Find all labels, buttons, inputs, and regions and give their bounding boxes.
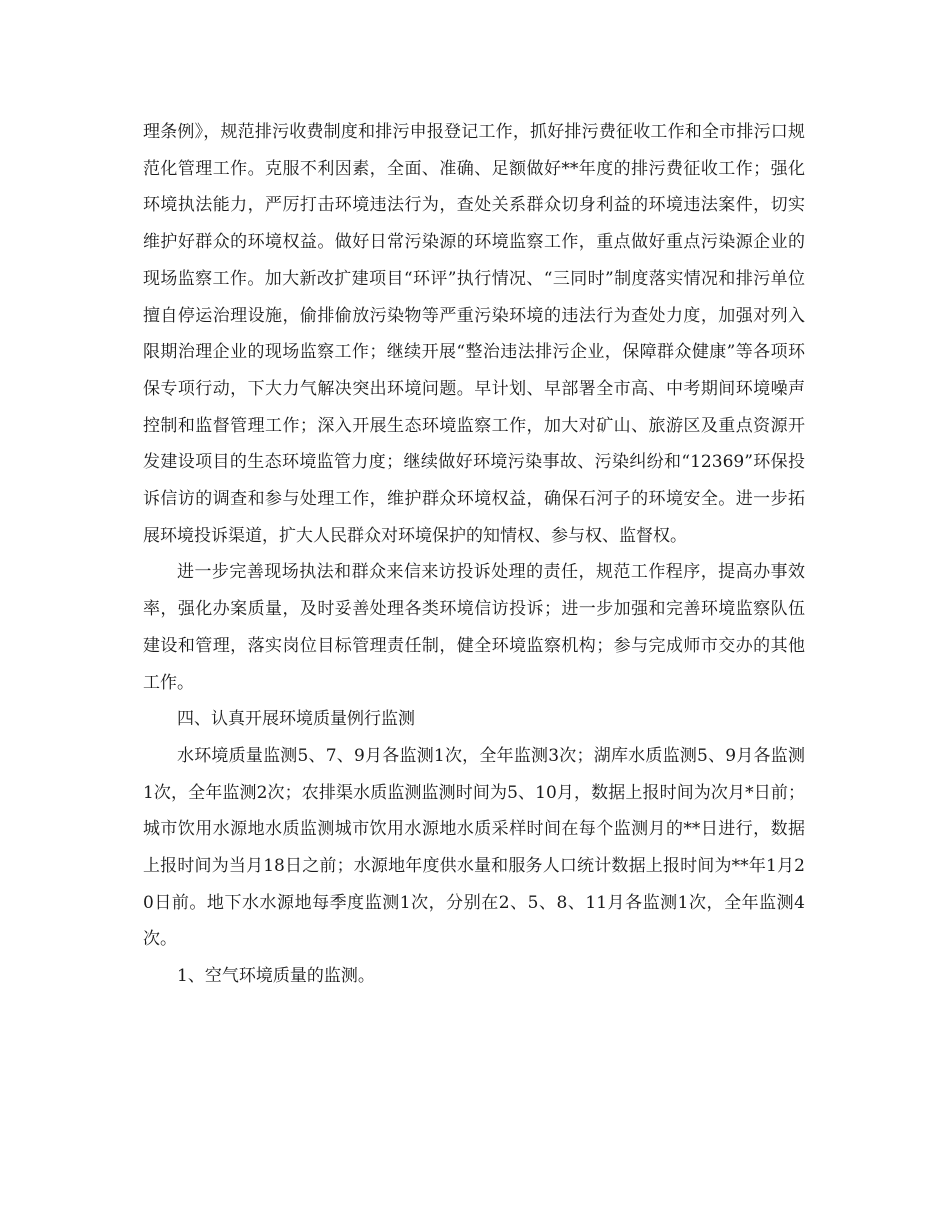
subheading-air-monitoring: 1、空气环境质量的监测。 (177, 966, 375, 987)
document-body (143, 114, 805, 995)
paragraph-water-monitoring: 水环境质量监测5、7、9月各监测1次，全年监测3次；湖库水质监测5、9月各监测1次，全年监测2次；农排渠水质监测监测时间为5、10月，数据上报时间为次月*日前；城市饮用水源地水质监测城市饮用水源地水质采样时间在每个监测月的**日进行，数据上报时间为当月18日之前；水源地年度供水量和服务人口统计数据上报时间为**年1月20日前。地下水水源地每季度监测1次，分别在2、5、8、11月各监测1次，全年监测4次。 (143, 745, 805, 950)
section-heading-quality-monitoring: 四、认真开展环境质量例行监测 (177, 709, 415, 730)
paragraph-complaint-handling: 进一步完善现场执法和群众来信来访投诉处理的责任，规范工作程序，提高办事效率，强化办案质量，及时妥善处理各类环境信访投诉；进一步加强和完善环境监察队伍建设和管理，落实岗位目标管理责任制，健全环境监察机构；参与完成师市交办的其他工作。 (143, 562, 805, 693)
paragraph-pollution-fee-enforcement: 理条例》，规范排污收费制度和排污申报登记工作，抓好排污费征收工作和全市排污口规范化管理工作。克服不利因素，全面、准确、足额做好**年度的排污费征收工作；强化环境执法能力，严厉打击环境违法行为，查处关系群众切身利益的环境违法案件，切实维护好群众的环境权益。做好日常污染源的环境监察工作，重点做好重点污染源企业的现场监察工作。加大新改扩建项目“环评”执行情况、“三同时”制度落实情况和排污单位擅自停运治理设施，偷排偷放污染物等严重污染环境的违法行为查处力度，加强对列入限期治理企业的现场监察工作；继续开展“整治违法排污企业，保障群众健康”等各项环保专项行动，下大力气解决突出环境问题。早计划、早部署全市高、中考期间环境噪声控制和监督管理工作；深入开展生态环境监察工作，加大对矿山、旅游区及重点资源开发建设项目的生态环境监管力度；继续做好环境污染事故、污染纠纷和“12369”环保投诉信访的调查和参与处理工作，维护群众环境权益，确保石河子的环境安全。进一步拓展环境投诉渠道，扩大人民群众对环境保护的知情权、参与权、监督权。 (143, 122, 805, 546)
